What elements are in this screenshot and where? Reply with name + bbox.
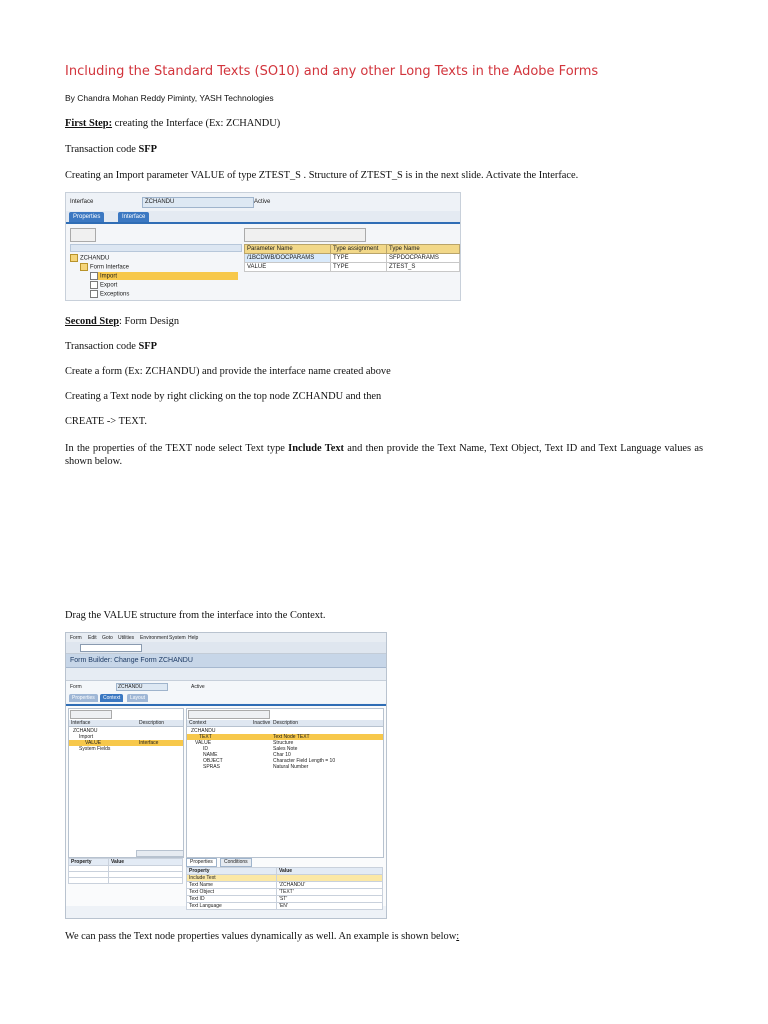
column-header[interactable]: Property bbox=[187, 868, 277, 875]
create-form-instruction: Create a form (Ex: ZCHANDU) and provide the interface name created above bbox=[65, 366, 391, 377]
tree-node-label: Form Interface bbox=[90, 264, 130, 271]
tree-node-form-interface[interactable] bbox=[80, 263, 129, 271]
screen-title: Form Builder: Change Form ZCHANDU bbox=[70, 657, 193, 664]
context-pane bbox=[186, 708, 384, 858]
tcode-value: SFP bbox=[138, 144, 157, 155]
column-header[interactable]: Parameter Name bbox=[245, 245, 331, 254]
tcode-label: Transaction code bbox=[65, 341, 139, 352]
tree-header-strip bbox=[70, 244, 242, 252]
application-toolbar[interactable] bbox=[66, 668, 386, 681]
property-cell: Text Name bbox=[187, 882, 277, 889]
tree-node-label: Exceptions bbox=[100, 291, 130, 298]
import-parameter-instruction: Creating an Import parameter VALUE of type ZTEST_S . Structure of ZTEST_S is in the next slide. Activate the Interface. bbox=[65, 170, 579, 181]
context-node-label: OBJECT bbox=[203, 758, 223, 764]
interface-label: Interface bbox=[70, 199, 94, 205]
properties-text-a: In the properties of the TEXT node select Text type bbox=[65, 443, 289, 454]
tree-toolbar[interactable] bbox=[70, 228, 96, 242]
table-row[interactable] bbox=[245, 263, 460, 272]
include-text-emphasis: Include Text bbox=[288, 443, 345, 454]
table-row[interactable] bbox=[187, 882, 383, 889]
horizontal-scrollbar[interactable] bbox=[136, 850, 184, 857]
interface-tabstrip bbox=[66, 211, 460, 224]
interface-header bbox=[66, 193, 460, 212]
grid-cell bbox=[109, 878, 183, 884]
step1-tcode-line bbox=[65, 143, 157, 156]
tab-properties[interactable]: Properties bbox=[69, 694, 98, 702]
value-cell[interactable] bbox=[277, 875, 383, 882]
properties-tabstrip bbox=[186, 858, 382, 866]
interface-pane bbox=[68, 708, 184, 858]
property-value-grid bbox=[68, 858, 183, 884]
first-step-text: creating the Interface (Ex: ZCHANDU) bbox=[112, 118, 281, 129]
form-header bbox=[66, 681, 386, 703]
context-node-label: VALUE bbox=[195, 740, 212, 746]
column-header[interactable]: Value bbox=[277, 868, 383, 875]
table-row[interactable] bbox=[245, 254, 460, 263]
form-status: Active bbox=[191, 684, 205, 690]
context-node-label: NAME bbox=[203, 752, 218, 758]
form-label: Form bbox=[70, 684, 82, 690]
column-header[interactable]: Property bbox=[69, 859, 109, 866]
command-field[interactable] bbox=[80, 644, 142, 652]
tree-node-import[interactable] bbox=[90, 272, 238, 280]
author-byline: By Chandra Mohan Reddy Piminty, YASH Technologies bbox=[65, 93, 274, 103]
create-text-node-instruction: Creating a Text node by right clicking on the top node ZCHANDU and then bbox=[65, 391, 382, 402]
column-header[interactable]: Interface bbox=[71, 720, 91, 726]
text-properties-grid bbox=[186, 867, 383, 910]
value-cell[interactable]: 'EN' bbox=[277, 903, 383, 910]
form-builder-screenshot bbox=[65, 632, 387, 919]
column-header[interactable]: Value bbox=[109, 859, 183, 866]
context-node-label: ID bbox=[203, 746, 208, 752]
tab-properties[interactable]: Properties bbox=[69, 212, 104, 222]
tree-node-exceptions[interactable] bbox=[90, 290, 129, 298]
tab-conditions[interactable]: Conditions bbox=[220, 858, 252, 867]
context-node-description: Structure bbox=[273, 740, 294, 746]
type-assignment-cell[interactable]: TYPE bbox=[331, 254, 387, 263]
tree-node-label: Import bbox=[79, 734, 94, 740]
interface-screenshot bbox=[65, 192, 461, 301]
column-header[interactable]: Description bbox=[139, 720, 165, 726]
value-cell[interactable]: 'ZCHANDU' bbox=[277, 882, 383, 889]
type-name-cell[interactable]: SFPDOCPARAMS bbox=[387, 254, 460, 263]
parameter-pane bbox=[244, 228, 459, 298]
tree-node-zchandu[interactable] bbox=[70, 254, 109, 262]
context-node-description: Natural Number bbox=[273, 764, 309, 770]
type-assignment-cell[interactable]: TYPE bbox=[331, 263, 387, 272]
tcode-value: SFP bbox=[138, 341, 157, 352]
text-node-properties-instruction bbox=[65, 442, 703, 468]
closing-colon: : bbox=[456, 931, 460, 942]
context-node-description: Sales Note bbox=[273, 746, 298, 752]
interface-pane-toolbar[interactable] bbox=[70, 710, 112, 719]
closing-text: We can pass the Text node properties values dynamically as well. An example is shown below bbox=[65, 931, 457, 942]
parameter-table bbox=[244, 244, 460, 272]
document-icon bbox=[90, 290, 98, 298]
menu-environment[interactable]: Environment bbox=[140, 635, 169, 641]
interface-column-header bbox=[69, 720, 183, 727]
form-name-value: ZCHANDU bbox=[118, 684, 143, 690]
folder-icon bbox=[70, 254, 78, 262]
menu-system[interactable]: System bbox=[169, 635, 186, 641]
tree-node-description: Interface bbox=[139, 740, 159, 746]
tcode-label: Transaction code bbox=[65, 144, 139, 155]
column-header[interactable]: Inactive bbox=[253, 720, 271, 726]
tree-node-label: VALUE bbox=[85, 740, 102, 746]
tab-properties-detail[interactable]: Properties bbox=[186, 858, 217, 867]
menu-edit[interactable]: Edit bbox=[88, 635, 97, 641]
context-workspace bbox=[66, 704, 386, 909]
menu-goto[interactable]: Goto bbox=[102, 635, 113, 641]
document-icon bbox=[90, 272, 98, 280]
context-node-description: Char 10 bbox=[273, 752, 291, 758]
properties-text-b: and then provide the Text Name, Text Object, Text ID and Text Language values as shown below. bbox=[65, 443, 703, 467]
context-node-description: Character Field Length = 10 bbox=[273, 758, 336, 764]
column-header[interactable]: Description bbox=[273, 720, 299, 726]
value-cell[interactable]: 'ST' bbox=[277, 896, 383, 903]
tree-node-export[interactable] bbox=[90, 281, 117, 289]
screen-title-bar bbox=[66, 654, 386, 668]
grid-cell bbox=[69, 878, 109, 884]
context-node-description: Text Node TEXT bbox=[273, 734, 310, 740]
create-text-menu-path: CREATE -> TEXT. bbox=[65, 416, 147, 427]
form-name-field[interactable] bbox=[116, 683, 168, 691]
menu-utilities[interactable]: Utilities bbox=[118, 635, 135, 641]
command-toolbar bbox=[66, 642, 386, 654]
folder-icon bbox=[80, 263, 88, 271]
property-cell: Text Object bbox=[187, 889, 277, 896]
first-step-paragraph bbox=[65, 117, 280, 130]
column-header[interactable]: Context bbox=[189, 720, 207, 726]
document-title: Including the Standard Texts (SO10) and any other Long Texts in the Adobe Forms bbox=[65, 64, 599, 79]
step2-tcode-line bbox=[65, 340, 157, 353]
parameter-name-cell[interactable]: VALUE bbox=[245, 263, 331, 272]
context-column-header bbox=[187, 720, 383, 727]
type-name-cell[interactable]: ZTEST_S bbox=[387, 263, 460, 272]
tree-node-label: ZCHANDU bbox=[73, 728, 98, 734]
interface-status: Active bbox=[254, 199, 271, 205]
second-step-text: : Form Design bbox=[118, 316, 180, 327]
tree-node-label: Import bbox=[100, 273, 118, 280]
context-node-label: SPRAS bbox=[203, 764, 220, 770]
table-row[interactable] bbox=[187, 889, 383, 896]
menu-help[interactable]: Help bbox=[188, 635, 199, 641]
property-cell: Text Language bbox=[187, 903, 277, 910]
closing-paragraph bbox=[65, 930, 459, 943]
context-node-label: TEXT bbox=[199, 734, 212, 740]
property-cell: Include Text bbox=[187, 875, 277, 882]
table-row[interactable] bbox=[187, 875, 383, 882]
context-node[interactable] bbox=[187, 764, 383, 770]
table-row[interactable] bbox=[187, 903, 383, 910]
context-pane-toolbar[interactable] bbox=[188, 710, 270, 719]
second-step-paragraph bbox=[65, 315, 179, 328]
document-icon bbox=[90, 281, 98, 289]
tab-interface[interactable]: Interface bbox=[118, 212, 149, 222]
second-step-heading: Second Step bbox=[65, 316, 119, 327]
table-row[interactable] bbox=[187, 896, 383, 903]
column-header[interactable]: Type assignment bbox=[331, 245, 387, 254]
context-node-label: ZCHANDU bbox=[191, 728, 216, 734]
tab-context[interactable]: Context bbox=[100, 694, 123, 702]
tree-node-label: ZCHANDU bbox=[80, 255, 110, 262]
tab-layout[interactable]: Layout bbox=[127, 694, 148, 702]
menu-form[interactable]: Form bbox=[70, 635, 82, 641]
parameter-toolbar[interactable] bbox=[244, 228, 366, 242]
interface-name-field[interactable] bbox=[142, 197, 254, 208]
property-cell: Text ID bbox=[187, 896, 277, 903]
value-cell[interactable]: 'TEXT' bbox=[277, 889, 383, 896]
interface-tree-pane bbox=[70, 228, 242, 298]
first-step-heading: First Step: bbox=[65, 118, 113, 129]
tree-node[interactable] bbox=[69, 746, 183, 752]
drag-value-instruction: Drag the VALUE structure from the interface into the Context. bbox=[65, 610, 326, 621]
column-header[interactable]: Type Name bbox=[387, 245, 460, 254]
tree-node-label: Export bbox=[100, 282, 118, 289]
tree-node-label: System Fields bbox=[79, 746, 111, 752]
parameter-name-cell[interactable]: /1BCDWB/DOCPARAMS bbox=[245, 254, 331, 263]
interface-name-value: ZCHANDU bbox=[145, 199, 175, 205]
